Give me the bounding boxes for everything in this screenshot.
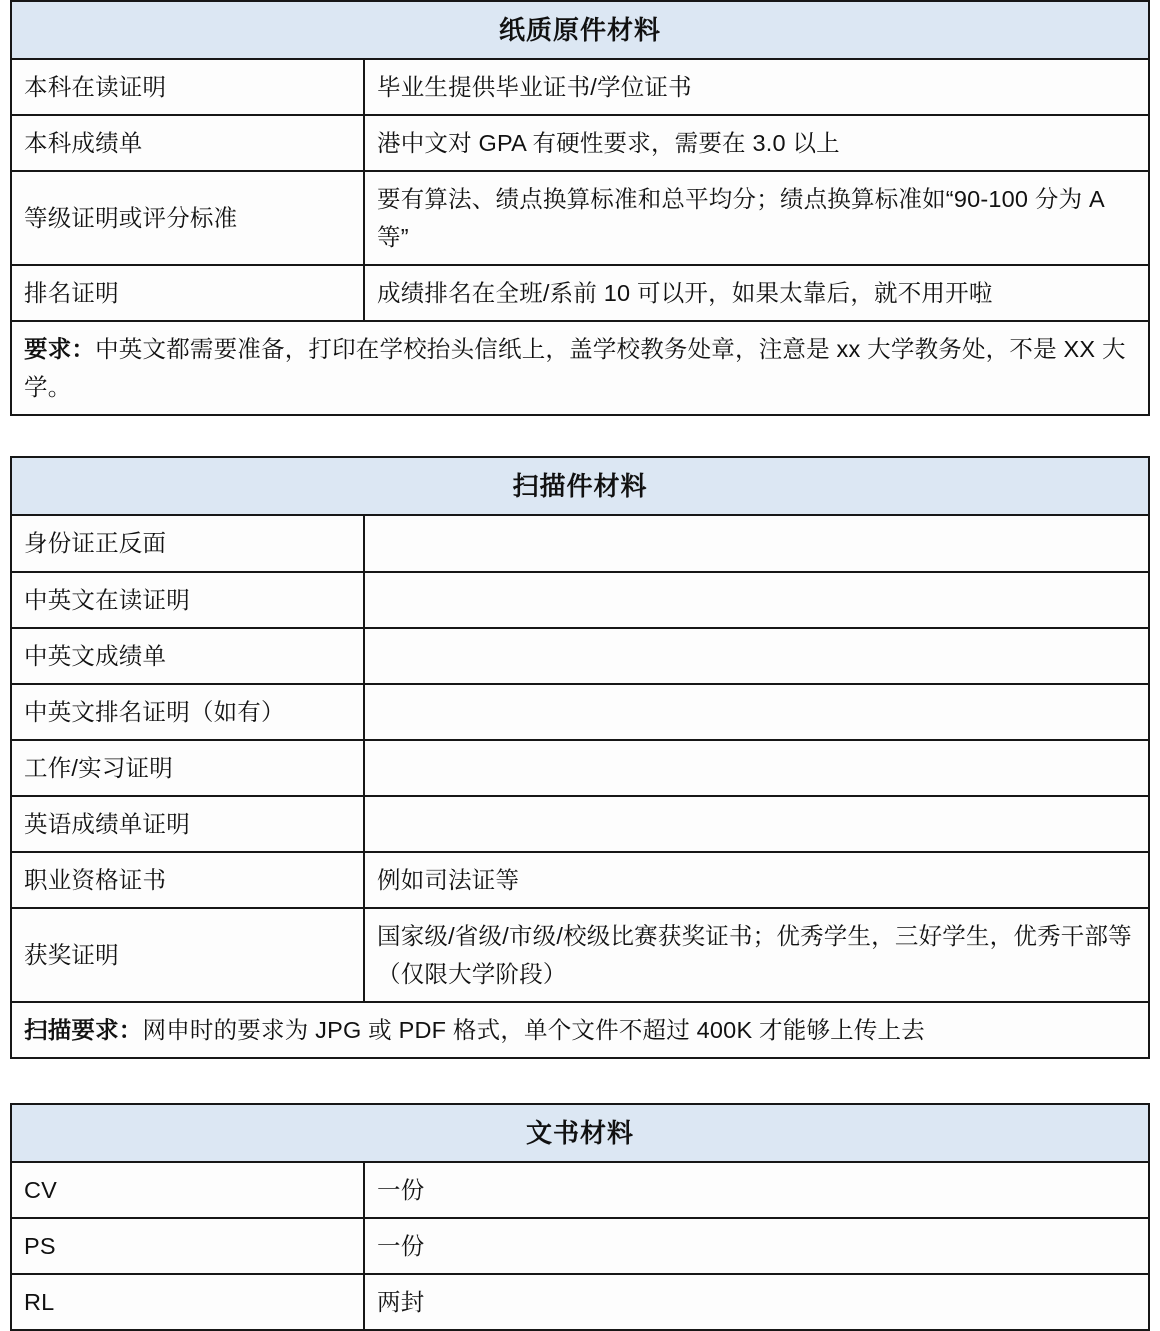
note-lead-label: 扫描要求： <box>24 1017 143 1043</box>
table-header-row <box>11 457 1149 515</box>
row-label: 身份证正反面 <box>11 515 364 571</box>
row-label: PS <box>11 1218 364 1274</box>
table-row <box>11 1274 1149 1330</box>
table-header-row <box>11 1104 1149 1162</box>
table-row <box>11 908 1149 1002</box>
row-value: 国家级/省级/市级/校级比赛获奖证书；优秀学生，三好学生，优秀干部等（仅限大学阶段） <box>364 908 1149 1002</box>
note-text: 网申时的要求为 JPG 或 PDF 格式，单个文件不超过 400K 才能够上传上去 <box>142 1017 925 1043</box>
row-label: 本科成绩单 <box>11 115 364 171</box>
row-label: 工作/实习证明 <box>11 740 364 796</box>
row-value <box>364 740 1149 796</box>
materials-table <box>10 0 1150 416</box>
table-note-row <box>11 321 1149 415</box>
table-row <box>11 628 1149 684</box>
table-row <box>11 572 1149 628</box>
row-value <box>364 796 1149 852</box>
table-row <box>11 852 1149 908</box>
table-note <box>11 1002 1149 1058</box>
table-header-row <box>11 1 1149 59</box>
table-section-paper-originals <box>0 0 1160 416</box>
row-label: 等级证明或评分标准 <box>11 171 364 265</box>
row-value: 港中文对 GPA 有硬性要求，需要在 3.0 以上 <box>364 115 1149 171</box>
row-label: 排名证明 <box>11 265 364 321</box>
table-title: 文书材料 <box>11 1104 1149 1162</box>
note-lead-label: 要求： <box>24 336 96 363</box>
row-value: 要有算法、绩点换算标准和总平均分；绩点换算标准如“90-100 分为 A 等” <box>364 171 1149 265</box>
row-label: 本科在读证明 <box>11 59 364 115</box>
row-label: 职业资格证书 <box>11 852 364 908</box>
table-row <box>11 515 1149 571</box>
table-spacer <box>0 416 1160 456</box>
table-note-row <box>11 1002 1149 1058</box>
row-label: 英语成绩单证明 <box>11 796 364 852</box>
row-value <box>364 572 1149 628</box>
materials-table <box>10 456 1150 1059</box>
table-row <box>11 740 1149 796</box>
table-row <box>11 684 1149 740</box>
materials-table <box>10 1103 1150 1331</box>
table-spacer <box>0 1059 1160 1103</box>
row-label: 中英文在读证明 <box>11 572 364 628</box>
row-label: CV <box>11 1162 364 1218</box>
row-label: RL <box>11 1274 364 1330</box>
row-value: 例如司法证等 <box>364 852 1149 908</box>
row-label: 中英文成绩单 <box>11 628 364 684</box>
table-title: 扫描件材料 <box>11 457 1149 515</box>
table-row <box>11 171 1149 265</box>
table-row <box>11 115 1149 171</box>
row-value <box>364 515 1149 571</box>
table-section-scanned-materials <box>0 456 1160 1059</box>
table-row <box>11 1218 1149 1274</box>
row-value: 一份 <box>364 1218 1149 1274</box>
table-note <box>11 321 1149 415</box>
table-row <box>11 1162 1149 1218</box>
table-title: 纸质原件材料 <box>11 1 1149 59</box>
row-value: 一份 <box>364 1162 1149 1218</box>
table-section-essay-materials <box>0 1103 1160 1331</box>
row-label: 中英文排名证明（如有） <box>11 684 364 740</box>
table-row <box>11 265 1149 321</box>
row-value <box>364 628 1149 684</box>
table-row <box>11 59 1149 115</box>
row-value: 成绩排名在全班/系前 10 可以开，如果太靠后，就不用开啦 <box>364 265 1149 321</box>
row-value: 毕业生提供毕业证书/学位证书 <box>364 59 1149 115</box>
row-label: 获奖证明 <box>11 908 364 1002</box>
row-value <box>364 684 1149 740</box>
table-row <box>11 796 1149 852</box>
row-value: 两封 <box>364 1274 1149 1330</box>
note-text: 中英文都需要准备，打印在学校抬头信纸上，盖学校教务处章，注意是 xx 大学教务处，不是 XX 大学。 <box>24 336 1126 401</box>
